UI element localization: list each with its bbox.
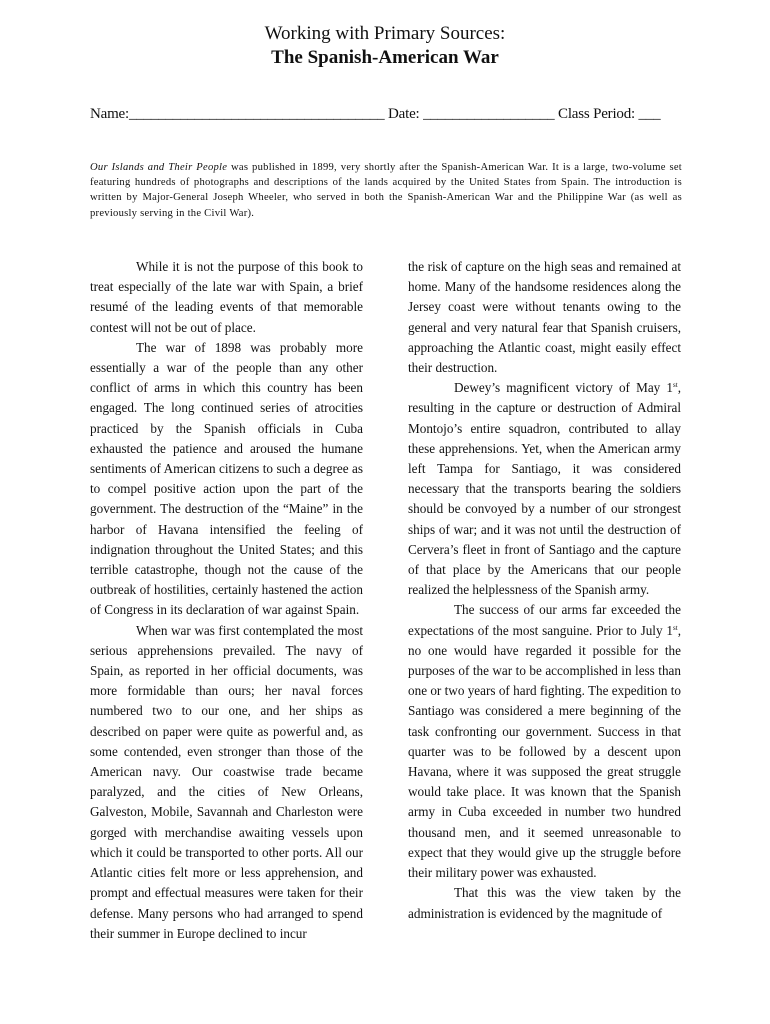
page-subtitle: The Spanish-American War xyxy=(271,47,499,68)
p4-superscript: st xyxy=(673,381,678,390)
body-paragraph-2: The war of 1898 was probably more essentially a war of the people than any other conflict of arms in which this country has been engaged. The long continued series of atrocities practiced by the Spanish officials in Cuba exhausted the patience and aroused the humane sentiments of American citizens to such a degree as to compel positive action upon the part of the government. The destruction of the “Maine” in the harbor of Havana intensified the feeling of indignation throughout the United States; and this terrible catastrophe, though not the cause of the outbreak of hostilities, certainly hastened the action of Congress in its declaration of war against Spain. xyxy=(90,339,363,618)
student-info-line: Name:___________________________________ Date: __________________ Class Period: ___ xyxy=(90,106,661,122)
left-column xyxy=(90,257,363,944)
page-title: Working with Primary Sources: xyxy=(264,23,506,44)
intro-text: was published in 1899, very shortly after the Spanish-American War. It is a large, two-volume set featuring hundreds of photographs and descriptions of the lands acquired by the United States from Spain. The introduction is written by Major-General Joseph Wheeler, who served in both the Spanish-American War and the Philippine War (as well as previously serving in the Civil War). xyxy=(90,162,682,219)
right-column xyxy=(408,257,681,924)
body-paragraph-1: While it is not the purpose of this book to treat especially of the late war with Spain, a brief resumé of the leading events of that memorable contest will not be out of place. xyxy=(90,259,363,335)
body-paragraph-3: When war was first contemplated the most serious apprehensions prevailed. The navy of Spain, as reported in her official documents, was more formidable than ours; her naval forces numbered two to our one, and her ships as described on paper were quite as powerful and, as some contended, even stronger than those of the American navy. Our coastwise trade became paralyzed, and the cities of New Orleans, Galveston, Mobile, Savannah and Charleston were gorged with merchandise awaiting vessels upon which it could be transported to other ports. All our Atlantic cities felt more or less apprehension, and prompt and effectual measures were taken for their defense. Many persons who had arranged to spend their summer in Europe declined to incur xyxy=(90,622,363,941)
p4-text-b: , resulting in the capture or destruction of Admiral Montojo’s entire squadron, contributed to allay these apprehensions. Yet, when the American army left Tampa for Santiago, it was considered necessary that the transports bearing the soldiers should be convoyed by a number of our strongest ships of war; and it was not until the destruction of Cervera’s fleet in front of Santiago and the capture of that place by the Americans that our people realized the helplessness of the Spanish army. xyxy=(408,380,681,598)
body-paragraph-3-continued: the risk of capture on the high seas and remained at home. Many of the handsome residences along the Jersey coast were without tenants owing to the general and very natural fear that Spanish cruisers, approaching the Atlantic coast, might easily effect their destruction. xyxy=(408,259,681,376)
intro-paragraph xyxy=(90,160,682,221)
book-title: Our Islands and Their People xyxy=(90,162,228,173)
p4-text-a: Dewey’s magnificent victory of May 1 xyxy=(454,380,674,396)
p5-superscript: st xyxy=(673,623,678,632)
p5-text-b: , no one would have regarded it possible for the purposes of the war to be accomplished in less than one or two years of hard fighting. The expedition to Santiago was considered a mere beginning of the task confronting our government. Success in that quarter was to be followed by a descent upon Havana, where it was supposed the great struggle would take place. It was known that the Spanish army in Cuba exceeded in number two hundred thousand men, and it seemed unreasonable to expect that they would give up the struggle before their military power was exhausted. xyxy=(408,622,681,881)
body-paragraph-4 xyxy=(408,378,681,600)
body-paragraph-5 xyxy=(408,600,681,883)
title-block xyxy=(0,22,770,70)
p5-text-a: The success of our arms far exceeded the expectations of the most sanguine. Prior to July 1 xyxy=(408,602,681,638)
body-paragraph-6: That this was the view taken by the administration is evidenced by the magnitude of xyxy=(408,885,681,921)
